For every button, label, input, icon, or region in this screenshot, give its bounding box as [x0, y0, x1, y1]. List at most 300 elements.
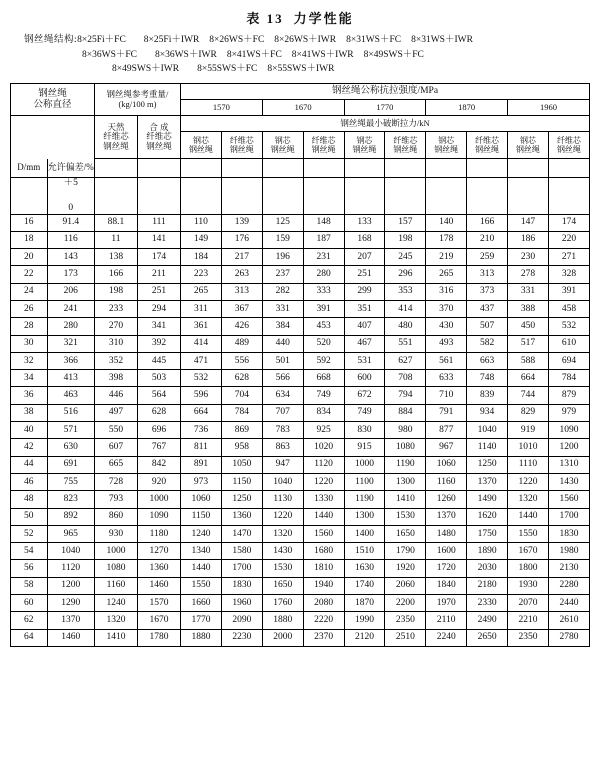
cell-value: 2070: [508, 595, 549, 612]
cell-diameter: 44: [11, 456, 48, 473]
cell-value: 1140: [467, 439, 508, 456]
cell-value: 2030: [467, 560, 508, 577]
table-row: [11, 335, 590, 352]
cell-value: 373: [467, 283, 508, 300]
table-row: [11, 629, 590, 646]
force-col-9-l1: 钢芯: [519, 135, 536, 145]
cell-diameter: 62: [11, 612, 48, 629]
cell-value: 141: [137, 231, 180, 248]
structure-item: 8×55SWS＋FC: [197, 64, 258, 75]
cell-value: 463: [47, 387, 94, 404]
cell-value: 1190: [385, 456, 426, 473]
cell-value: 1880: [181, 629, 222, 646]
structure-item: 8×41WS＋IWR: [291, 49, 354, 60]
cell-value: 532: [548, 318, 589, 335]
cell-value: 749: [344, 404, 385, 421]
cell-value: 934: [467, 404, 508, 421]
ref-weight-line1: 钢丝绳参考重量/: [106, 88, 169, 99]
cell-value: 198: [385, 231, 426, 248]
cell-value: 930: [94, 525, 137, 542]
cell-value: 1470: [221, 525, 262, 542]
cell-value: 2110: [426, 612, 467, 629]
structure-item: 8×41WS＋FC: [226, 49, 282, 60]
cell-value: 116: [47, 231, 94, 248]
cell-value: 316: [426, 283, 467, 300]
cell-value: 830: [344, 422, 385, 439]
cell-value: 1810: [303, 560, 344, 577]
force-col-4-l1: 纤维芯: [311, 135, 336, 145]
cell-value: 979: [548, 404, 589, 421]
cell-value: 566: [262, 370, 303, 387]
cell-value: 361: [181, 318, 222, 335]
cell-value: 147: [508, 214, 549, 231]
cell-value: 829: [508, 404, 549, 421]
header-row-1: [11, 84, 590, 100]
cell-value: 174: [137, 249, 180, 266]
cell-value: 834: [303, 404, 344, 421]
cell-value: 1360: [137, 560, 180, 577]
cell-value: 708: [385, 370, 426, 387]
cell-value: 1650: [262, 577, 303, 594]
strength-group-1960: 1960: [508, 100, 590, 116]
unit-blank-8: [385, 159, 426, 178]
cell-value: 1830: [548, 525, 589, 542]
cell-value: 159: [262, 231, 303, 248]
cell-value: 280: [47, 318, 94, 335]
cell-value: 744: [508, 387, 549, 404]
cell-value: 1430: [262, 543, 303, 560]
structure-row: [24, 33, 590, 48]
cell-value: 2230: [221, 629, 262, 646]
cell-diameter: 40: [11, 422, 48, 439]
cell-value: 178: [426, 231, 467, 248]
cell-value: 1620: [467, 508, 508, 525]
cell-value: 1060: [181, 491, 222, 508]
cell-value: 245: [385, 249, 426, 266]
force-col-7-l1: 钢芯: [438, 135, 455, 145]
cell-value: 1090: [137, 508, 180, 525]
cell-value: 516: [47, 404, 94, 421]
cell-value: 446: [94, 387, 137, 404]
strength-group-1870: 1870: [426, 100, 508, 116]
cell-value: 607: [94, 439, 137, 456]
cell-value: 1200: [47, 577, 94, 594]
cell-value: 696: [137, 422, 180, 439]
structure-item: 8×49SWS＋FC: [363, 49, 424, 60]
weight-col-natural-l2: 纤维芯: [103, 131, 129, 142]
spacer-cell: [467, 177, 508, 214]
cell-value: 920: [137, 473, 180, 490]
cell-value: 1680: [303, 543, 344, 560]
cell-value: 110: [181, 214, 222, 231]
cell-value: 863: [262, 439, 303, 456]
cell-value: 1700: [548, 508, 589, 525]
cell-value: 1630: [344, 560, 385, 577]
cell-value: 278: [508, 266, 549, 283]
cell-value: 879: [548, 387, 589, 404]
table-row: [11, 491, 590, 508]
cell-value: 1250: [467, 456, 508, 473]
cell-value: 2060: [385, 577, 426, 594]
cell-value: 391: [548, 283, 589, 300]
cell-value: 251: [137, 283, 180, 300]
cell-value: 891: [181, 456, 222, 473]
cell-value: 11: [94, 231, 137, 248]
cell-value: 1300: [385, 473, 426, 490]
dim-header-spacer: [11, 116, 95, 159]
strength-group-1570: 1570: [181, 100, 263, 116]
cell-value: 1550: [181, 577, 222, 594]
cell-value: 437: [467, 300, 508, 317]
cell-value: 1960: [221, 595, 262, 612]
structure-item: 8×31WS＋FC: [346, 35, 402, 45]
cell-value: 634: [262, 387, 303, 404]
cell-value: 2350: [385, 612, 426, 629]
cell-value: 842: [137, 456, 180, 473]
cell-value: 1320: [508, 491, 549, 508]
cell-value: 430: [426, 318, 467, 335]
cell-value: 280: [303, 266, 344, 283]
cell-value: 839: [467, 387, 508, 404]
force-col-4-l2: 钢丝绳: [311, 145, 336, 155]
cell-value: 331: [262, 300, 303, 317]
cell-value: 1780: [137, 629, 180, 646]
cell-value: 1200: [548, 439, 589, 456]
force-col-3-l1: 钢芯: [274, 135, 291, 145]
spacer-cell: [385, 177, 426, 214]
force-col-1-l2: 钢丝绳: [188, 145, 213, 155]
cell-value: 173: [47, 266, 94, 283]
cell-diameter: 56: [11, 560, 48, 577]
mechanical-properties-table: [10, 83, 590, 647]
force-col-9: [508, 132, 549, 159]
cell-value: 166: [467, 214, 508, 231]
cell-value: 596: [181, 387, 222, 404]
cell-value: 471: [181, 352, 222, 369]
cell-value: 230: [508, 249, 549, 266]
cell-value: 1260: [426, 491, 467, 508]
cell-value: 1760: [262, 595, 303, 612]
cell-value: 694: [548, 352, 589, 369]
weight-col-syn-l2: 纤维芯: [146, 131, 172, 142]
cell-value: 187: [303, 231, 344, 248]
cell-value: 1770: [181, 612, 222, 629]
cell-value: 414: [385, 300, 426, 317]
cell-value: 148: [303, 214, 344, 231]
corner-header: [11, 84, 95, 116]
cell-value: 166: [94, 266, 137, 283]
structure-item: 8×31WS＋IWR: [411, 35, 473, 45]
unit-tolerance: 允许偏差/%: [47, 159, 94, 178]
table-row: [11, 283, 590, 300]
structure-item: 8×36WS＋IWR: [154, 49, 217, 60]
cell-value: 1040: [467, 422, 508, 439]
cell-value: 198: [94, 283, 137, 300]
table-row: [11, 612, 590, 629]
force-col-10-l2: 钢丝绳: [556, 145, 581, 155]
cell-value: 1120: [47, 560, 94, 577]
cell-value: 1890: [467, 543, 508, 560]
cell-diameter: 46: [11, 473, 48, 490]
spacer-cell: [94, 177, 137, 214]
cell-value: 755: [47, 473, 94, 490]
structure-item: 8×25Fi＋FC: [77, 35, 126, 45]
cell-value: 1830: [221, 577, 262, 594]
weight-col-natural-fiber: [94, 116, 137, 159]
cell-value: 1970: [426, 595, 467, 612]
cell-value: 174: [548, 214, 589, 231]
cell-value: 217: [221, 249, 262, 266]
cell-value: 520: [303, 335, 344, 352]
cell-value: 384: [262, 318, 303, 335]
spacer-row: [11, 177, 590, 214]
header-row-units: [11, 159, 590, 178]
cell-value: 143: [47, 249, 94, 266]
cell-value: 633: [426, 370, 467, 387]
cell-value: 1060: [426, 456, 467, 473]
cell-value: 628: [221, 370, 262, 387]
force-col-7: [426, 132, 467, 159]
cell-value: 1880: [262, 612, 303, 629]
cell-value: 168: [344, 231, 385, 248]
cell-value: 489: [221, 335, 262, 352]
table-row: [11, 439, 590, 456]
unit-blank-6: [303, 159, 344, 178]
cell-value: 1750: [467, 525, 508, 542]
structure-item: 8×26WS＋IWR: [274, 35, 337, 45]
cell-value: 2350: [508, 629, 549, 646]
cell-value: 233: [94, 300, 137, 317]
cell-value: 610: [548, 335, 589, 352]
cell-value: 1840: [426, 577, 467, 594]
cell-value: 665: [94, 456, 137, 473]
cell-value: 793: [94, 491, 137, 508]
cell-value: 1250: [221, 491, 262, 508]
cell-value: 1160: [426, 473, 467, 490]
cell-value: 133: [344, 214, 385, 231]
cell-diameter: 38: [11, 404, 48, 421]
cell-value: 1340: [181, 543, 222, 560]
cell-value: 2510: [385, 629, 426, 646]
unit-blank-5: [262, 159, 303, 178]
header-row-3: [11, 116, 590, 132]
structure-label: 钢丝绳结构:: [24, 35, 78, 45]
cell-value: 707: [262, 404, 303, 421]
cell-value: 450: [508, 318, 549, 335]
cell-value: 1940: [303, 577, 344, 594]
tolerance-lower: 0: [68, 202, 74, 213]
cell-value: 1980: [548, 543, 589, 560]
cell-value: 1220: [508, 473, 549, 490]
weight-col-natural-l3: 钢丝绳: [103, 141, 129, 152]
cell-value: 407: [344, 318, 385, 335]
cell-value: 88.1: [94, 214, 137, 231]
cell-value: 138: [94, 249, 137, 266]
table-row: [11, 508, 590, 525]
table-row: [11, 231, 590, 248]
spacer-cell: [181, 177, 222, 214]
cell-value: 1530: [262, 560, 303, 577]
force-col-5: [344, 132, 385, 159]
cell-value: 1000: [137, 491, 180, 508]
force-col-10: [548, 132, 589, 159]
cell-value: 1000: [94, 543, 137, 560]
table-row: [11, 525, 590, 542]
cell-value: 2440: [548, 595, 589, 612]
cell-value: 1430: [548, 473, 589, 490]
cell-value: 1600: [426, 543, 467, 560]
cell-value: 219: [426, 249, 467, 266]
table-number: 表 13: [246, 11, 284, 26]
structure-item: 8×36WS＋FC: [82, 49, 137, 60]
cell-value: 352: [94, 352, 137, 369]
cell-value: 2220: [303, 612, 344, 629]
cell-value: 561: [426, 352, 467, 369]
ref-weight-line2: (kg/100 m): [118, 98, 157, 109]
cell-value: 2330: [467, 595, 508, 612]
cell-value: 749: [303, 387, 344, 404]
cell-value: 2000: [262, 629, 303, 646]
force-col-1: [181, 132, 222, 159]
spacer-cell: [344, 177, 385, 214]
cell-diameter: 60: [11, 595, 48, 612]
cell-value: 2650: [467, 629, 508, 646]
cell-value: 91.4: [47, 214, 94, 231]
cell-value: 351: [344, 300, 385, 317]
cell-value: 691: [47, 456, 94, 473]
ref-weight-header: [94, 84, 180, 116]
cell-value: 501: [262, 352, 303, 369]
cell-value: 493: [426, 335, 467, 352]
unit-blank-2: [137, 159, 180, 178]
cell-value: 784: [548, 370, 589, 387]
force-col-8-l1: 纤维芯: [475, 135, 500, 145]
cell-value: 1040: [47, 543, 94, 560]
tolerance-cell: [47, 177, 94, 214]
cell-diameter: 28: [11, 318, 48, 335]
cell-value: 823: [47, 491, 94, 508]
cell-value: 664: [181, 404, 222, 421]
cell-value: 331: [508, 283, 549, 300]
structure-item: 8×49SWS＋IWR: [112, 64, 180, 75]
cell-value: 1020: [303, 439, 344, 456]
cell-value: 627: [385, 352, 426, 369]
cell-value: 600: [344, 370, 385, 387]
cell-value: 1490: [467, 491, 508, 508]
cell-value: 391: [303, 300, 344, 317]
spacer-cell: [137, 177, 180, 214]
cell-value: 270: [94, 318, 137, 335]
strength-group-1670: 1670: [262, 100, 344, 116]
table-row: [11, 318, 590, 335]
table-row: [11, 595, 590, 612]
cell-value: 111: [137, 214, 180, 231]
cell-value: 1440: [303, 508, 344, 525]
cell-value: 1510: [344, 543, 385, 560]
cell-value: 767: [137, 439, 180, 456]
cell-value: 497: [94, 404, 137, 421]
tolerance-upper: ＋5: [63, 177, 78, 188]
cell-value: 2080: [303, 595, 344, 612]
cell-value: 414: [181, 335, 222, 352]
cell-value: 892: [47, 508, 94, 525]
cell-diameter: 34: [11, 370, 48, 387]
cell-value: 1040: [262, 473, 303, 490]
cell-value: 958: [221, 439, 262, 456]
cell-value: 1580: [221, 543, 262, 560]
spacer-cell: [426, 177, 467, 214]
cell-value: 311: [181, 300, 222, 317]
force-col-2-l2: 钢丝绳: [229, 145, 254, 155]
force-col-4: [303, 132, 344, 159]
cell-value: 1050: [221, 456, 262, 473]
cell-value: 207: [344, 249, 385, 266]
cell-value: 2280: [548, 577, 589, 594]
cell-value: 398: [94, 370, 137, 387]
cell-value: 628: [137, 404, 180, 421]
cell-value: 588: [508, 352, 549, 369]
cell-value: 1300: [344, 508, 385, 525]
table-row: [11, 560, 590, 577]
cell-value: 251: [344, 266, 385, 283]
table-row: [11, 352, 590, 369]
cell-value: 503: [137, 370, 180, 387]
table-row: [11, 300, 590, 317]
cell-value: 413: [47, 370, 94, 387]
cell-value: 206: [47, 283, 94, 300]
cell-value: 196: [262, 249, 303, 266]
spacer-cell: [508, 177, 549, 214]
cell-value: 237: [262, 266, 303, 283]
cell-diameter: 58: [11, 577, 48, 594]
cell-value: 313: [467, 266, 508, 283]
cell-value: 980: [385, 422, 426, 439]
cell-value: 241: [47, 300, 94, 317]
cell-value: 1220: [262, 508, 303, 525]
cell-diameter: 30: [11, 335, 48, 352]
table-row: [11, 266, 590, 283]
structure-item: 8×26WS＋FC: [209, 35, 265, 45]
cell-value: 1240: [181, 525, 222, 542]
force-col-9-l2: 钢丝绳: [515, 145, 540, 155]
cell-value: 1480: [426, 525, 467, 542]
force-col-6-l1: 纤维芯: [393, 135, 418, 145]
structure-item: 8×55SWS＋IWR: [267, 64, 335, 75]
cell-value: 1110: [508, 456, 549, 473]
cell-diameter: 24: [11, 283, 48, 300]
cell-value: 869: [221, 422, 262, 439]
cell-value: 973: [181, 473, 222, 490]
rope-structure-block: [10, 33, 590, 77]
cell-value: 366: [47, 352, 94, 369]
cell-value: 445: [137, 352, 180, 369]
cell-value: 551: [385, 335, 426, 352]
breaking-force-header: 钢丝绳最小破断拉力/kN: [181, 116, 590, 132]
cell-value: 1190: [344, 491, 385, 508]
cell-value: 564: [137, 387, 180, 404]
cell-value: 453: [303, 318, 344, 335]
table-title-text: 力学性能: [293, 11, 354, 26]
cell-diameter: 64: [11, 629, 48, 646]
cell-value: 1700: [221, 560, 262, 577]
cell-value: 710: [426, 387, 467, 404]
cell-value: 2130: [548, 560, 589, 577]
cell-value: 310: [94, 335, 137, 352]
strength-header: 钢丝绳公称抗拉强度/MPa: [181, 84, 590, 100]
cell-value: 1360: [221, 508, 262, 525]
cell-value: 1010: [508, 439, 549, 456]
corner-header-line1: 钢丝绳: [38, 88, 67, 99]
